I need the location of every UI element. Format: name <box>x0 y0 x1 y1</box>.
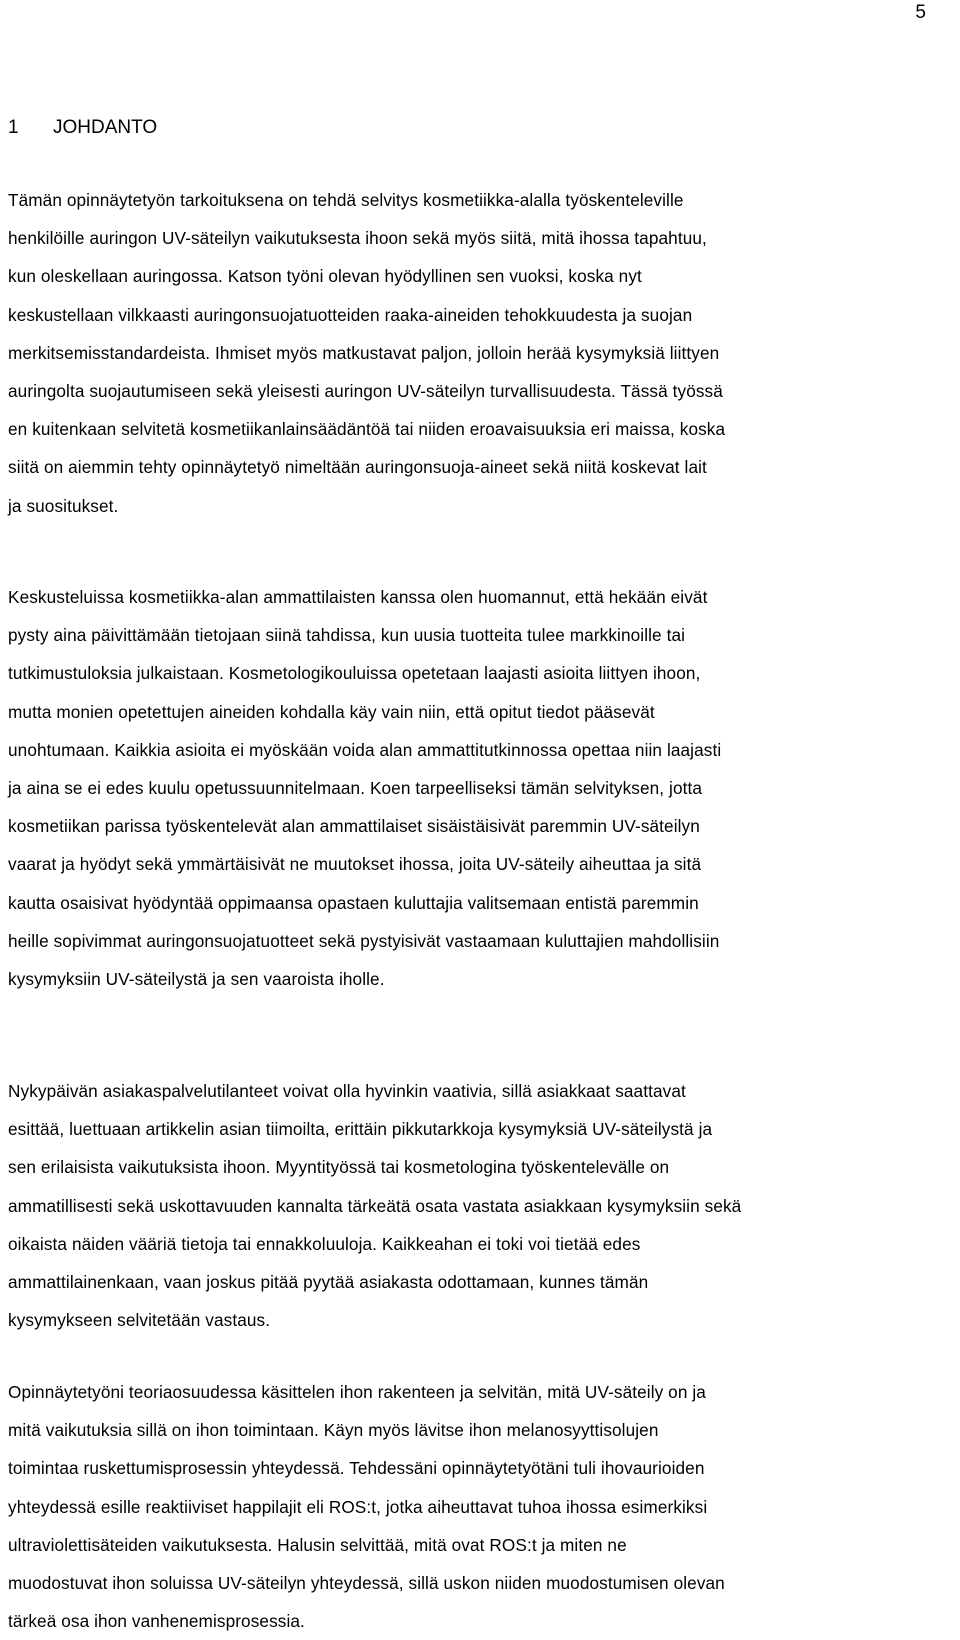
text-line: tärkeä osa ihon vanhenemisprosessia. <box>8 1611 305 1632</box>
text-line: pysty aina päivittämään tietojaan siinä tahdissa, kun uusia tuotteita tulee markkinoille tai <box>8 625 686 646</box>
text-line: toimintaa ruskettumisprosessin yhteydessä. Tehdessäni opinnäytetyötäni tuli ihovaurioiden <box>8 1458 705 1479</box>
text-line: kun oleskellaan auringossa. Katson työni olevan hyödyllinen sen vuoksi, koska nyt <box>8 266 642 287</box>
text-line: oikaista näiden vääriä tietoja tai ennakkoluuloja. Kaikkeahan ei toki voi tietää edes <box>8 1233 641 1254</box>
text-line: heille sopivimmat auringonsuojatuotteet sekä pystyisivät vastaamaan kuluttajien mahdollisiin <box>8 930 720 951</box>
text-line: unohtumaan. Kaikkia asioita ei myöskään voida alan ammattitutkinnossa opettaa niin laajasti <box>8 739 722 760</box>
paragraph-2 <box>8 578 938 998</box>
chapter-heading <box>8 116 157 140</box>
text-line: mutta monien opetettujen aineiden kohdalla käy vain niin, että opitut tiedot pääsevät <box>8 701 655 722</box>
text-line: ja suositukset. <box>8 495 119 516</box>
text-line: ja aina se ei edes kuulu opetussuunnitelmaan. Koen tarpeelliseksi tämän selvityksen, jotta <box>8 778 703 799</box>
text-line: sen erilaisista vaikutuksista ihoon. Myyntityössä tai kosmetologina työskentelevälle on <box>8 1157 670 1178</box>
text-line: esittää, luettuaan artikkelin asian tiimoilta, erittäin pikkutarkkoja kysymyksiä UV-säteilystä ja <box>8 1119 713 1140</box>
text-line: vaarat ja hyödyt sekä ymmärtäisivät ne muutokset ihossa, joita UV-säteily aiheuttaa ja sitä <box>8 854 702 875</box>
text-line: yhteydessä esille reaktiiviset happilajit eli ROS:t, jotka aiheuttavat tuhoa ihossa esimerkiksi <box>8 1496 708 1517</box>
text-line: Nykypäivän asiakaspalvelutilanteet voivat olla hyvinkin vaativia, sillä asiakkaat saattavat <box>8 1081 686 1101</box>
chapter-number: 1 <box>8 117 19 138</box>
page-number: 5 <box>915 2 926 23</box>
text-line: muodostuvat ihon soluissa UV-säteilyn yhteydessä, sillä uskon niiden muodostumisen olevan <box>8 1573 725 1594</box>
text-line: henkilöille auringon UV-säteilyn vaikutuksesta ihoon sekä myös siitä, mitä ihossa tapahtuu, <box>8 228 707 249</box>
text-line: kysymyksiin UV-säteilystä ja sen vaaroista iholle. <box>8 969 385 990</box>
paragraph-1 <box>8 181 938 525</box>
text-line: ammatillisesti sekä uskottavuuden kannalta tärkeätä osata vastata asiakkaan kysymyksiin sekä <box>8 1195 742 1216</box>
chapter-title: JOHDANTO <box>53 117 158 138</box>
text-line: en kuitenkaan selvitetä kosmetiikanlainsäädäntöä tai niiden eroavaisuuksia eri maissa, koska <box>8 419 726 440</box>
text-line: Opinnäytetyöni teoriaosuudessa käsittelen ihon rakenteen ja selvitän, mitä UV-säteily on ja <box>8 1382 706 1402</box>
text-line: keskustellaan vilkkaasti auringonsuojatuotteiden raaka-aineiden tehokkuudesta ja suojan <box>8 304 693 325</box>
text-line: ultraviolettisäteiden vaikutuksesta. Halusin selvittää, mitä ovat ROS:t ja miten ne <box>8 1534 627 1555</box>
text-line: kosmetiikan parissa työskentelevät alan ammattilaiset sisäistäisivät paremmin UV-säteilyn <box>8 816 700 837</box>
text-line: ammattilainenkaan, vaan joskus pitää pyytää asiakasta odottamaan, kunnes tämän <box>8 1272 649 1293</box>
text-line: merkitsemisstandardeista. Ihmiset myös matkustavat paljon, jolloin herää kysymyksiä liittyen <box>8 342 720 363</box>
paragraph-4 <box>8 1373 938 1640</box>
text-line: kysymykseen selvitetään vastaus. <box>8 1310 271 1331</box>
text-line: mitä vaikutuksia sillä on ihon toimintaan. Käyn myös lävitse ihon melanosyyttisolujen <box>8 1420 659 1441</box>
text-line: Keskusteluissa kosmetiikka-alan ammattilaisten kanssa olen huomannut, että hekään eivät <box>8 587 708 607</box>
text-line: siitä on aiemmin tehty opinnäytetyö nimeltään auringonsuoja-aineet sekä niitä koskevat lait <box>8 457 707 478</box>
paragraph-3 <box>8 1072 938 1339</box>
text-line: Tämän opinnäytetyön tarkoituksena on tehdä selvitys kosmetiikka-alalla työskenteleville <box>8 190 684 210</box>
text-line: tutkimustuloksia julkaistaan. Kosmetologikouluissa opetetaan laajasti asioita liittyen ihoon, <box>8 663 701 684</box>
text-line: auringolta suojautumiseen sekä yleisesti auringon UV-säteilyn turvallisuudesta. Tässä työssä <box>8 381 723 402</box>
text-line: kautta osaisivat hyödyntää oppimaansa opastaen kuluttajia valitsemaan entistä paremmin <box>8 892 699 913</box>
